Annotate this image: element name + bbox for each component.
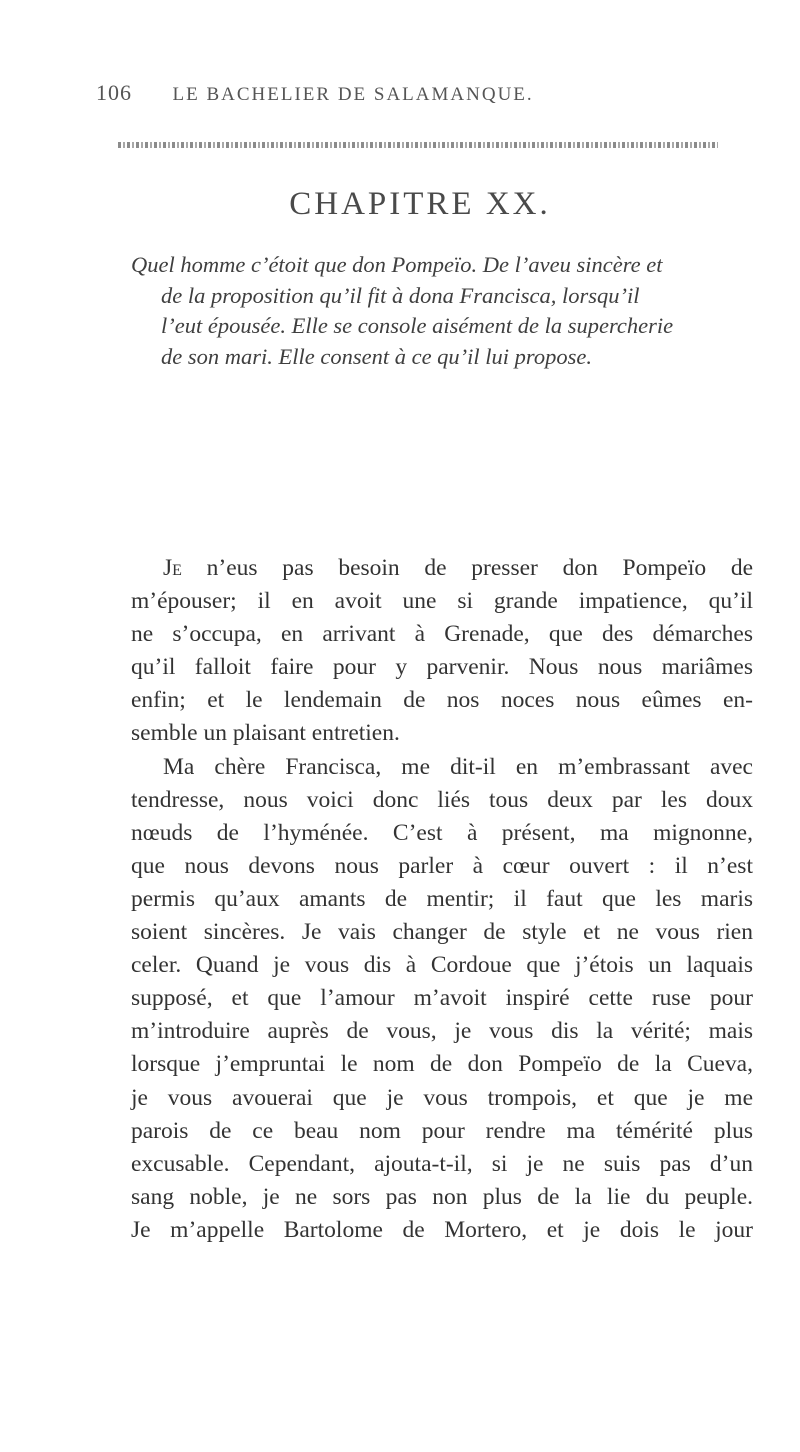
argument-line: l’eut épousée. Elle se console aisément de la supercherie	[161, 313, 674, 338]
body-line: supposé, et que l’amour m’avoit inspiré cette ruse pour	[131, 985, 753, 1012]
body-line: ne s’occupa, en arrivant à Grenade, que des démarches	[131, 621, 753, 648]
body-line: soient sincères. Je vais changer de style et ne vous rien	[131, 919, 753, 946]
opening-word: Je	[163, 555, 182, 581]
running-head	[96, 80, 716, 106]
body-line: Ma chère Francisca, me dit-il en m’embrassant avec	[163, 753, 753, 780]
running-title: LE BACHELIER DE SALAMANQUE.	[172, 84, 534, 105]
body-line: parois de ce beau nom pour rendre ma témérité plus	[131, 1117, 753, 1144]
body-line: nœuds de l’hyménée. C’est à présent, ma mignonne,	[131, 819, 753, 846]
body-line: tendresse, nous voici donc liés tous deux par les doux	[131, 786, 753, 813]
body-line: Je m’appelle Bartolome de Mortero, et je dois le jour	[131, 1216, 753, 1243]
page-number: 106	[96, 80, 132, 105]
argument-line: Quel homme c’étoit que don Pompeïo. De l’aveu sincère et	[131, 252, 663, 277]
body-line: sang noble, je ne sors pas non plus de la lie du peuple.	[131, 1183, 753, 1210]
body-line: qu’il falloit faire pour y parvenir. Nous nous mariâmes	[131, 654, 753, 681]
argument-line: de la proposition qu’il fit à dona Francisca, lorsqu’il	[161, 282, 640, 308]
body-line: celer. Quand je vous dis à Cordoue que j’étois un laquais	[131, 952, 753, 979]
body-line: m’introduire auprès de vous, je vous dis la vérité; mais	[131, 1018, 753, 1045]
chapter-argument	[131, 250, 731, 372]
chapter-heading: CHAPITRE XX.	[289, 186, 551, 222]
body-line: m’épouser; il en avoit une si grande impatience, qu’il	[131, 588, 753, 615]
body-line: lorsque j’empruntai le nom de don Pompeïo de la Cueva,	[131, 1051, 753, 1078]
body-line: permis qu’aux amants de mentir; il faut que les maris	[131, 885, 753, 912]
body-line: je vous avouerai que je vous trompois, et que je me	[131, 1084, 753, 1111]
body-line: excusable. Cependant, ajouta-t-il, si je ne suis pas d’un	[131, 1150, 753, 1177]
ornamental-rule	[118, 142, 718, 148]
body-line: enfin; et le lendemain de nos noces nous eûmes en-	[131, 687, 753, 714]
body-line	[131, 552, 753, 585]
body-line: que nous devons nous parler à cœur ouvert : il n’est	[131, 852, 753, 879]
body-line-text: n’eus pas besoin de presser don Pompeïo de	[206, 555, 754, 581]
argument-line: de son mari. Elle consent à ce qu’il lui propose.	[161, 343, 592, 369]
body-line: semble un plaisant entretien.	[131, 720, 400, 747]
body-text	[131, 552, 753, 1247]
